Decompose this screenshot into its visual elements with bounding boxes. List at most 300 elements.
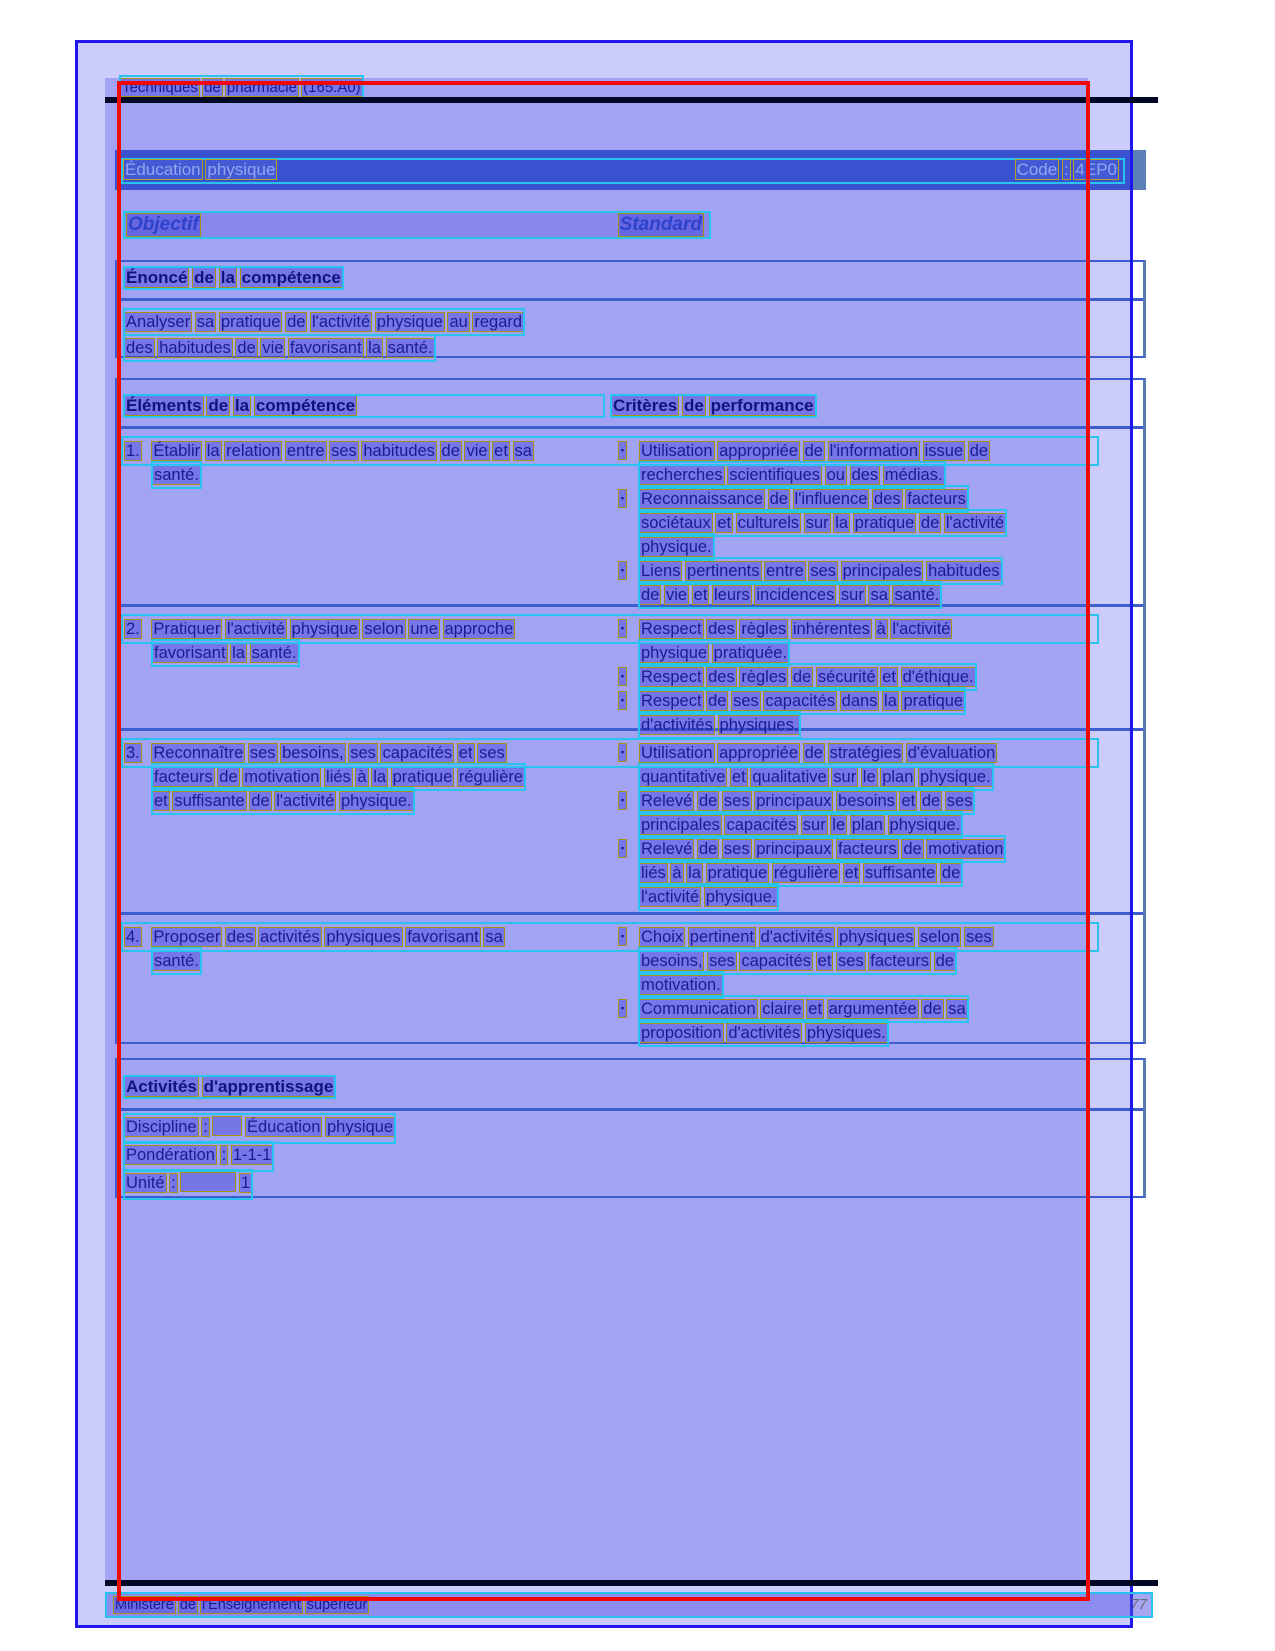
criteria-line — [640, 837, 1004, 861]
word-box: l'information — [829, 442, 919, 460]
word-box: physique. — [705, 888, 777, 906]
table-row — [117, 731, 1143, 915]
criteria-bullet — [619, 925, 993, 997]
word-box: des — [851, 466, 879, 484]
word-box: la — [232, 644, 245, 662]
criteria-line — [640, 765, 992, 789]
word-box: des — [708, 668, 735, 686]
criteria-bullet — [619, 617, 975, 665]
word-box: d'activités — [728, 1024, 801, 1042]
word-box: appropriée — [719, 442, 799, 460]
element-text-line — [153, 765, 524, 789]
table-header-criteres — [612, 396, 815, 416]
word-box: principales — [641, 816, 720, 834]
word-box: motivation — [244, 768, 320, 786]
word-box: supérieur — [306, 1597, 368, 1613]
word-box: des — [126, 339, 153, 357]
word-box: Respect — [641, 692, 702, 710]
criteria-lines — [640, 665, 975, 689]
objectif-label: Objectif — [128, 214, 199, 235]
word-box: ses — [838, 952, 864, 970]
word-box: pratique — [392, 768, 453, 786]
word-box: performance — [710, 396, 814, 415]
element-text-line — [125, 617, 514, 641]
word-box: qualitative — [752, 768, 827, 786]
table-row — [117, 915, 1143, 1041]
bullet-icon: ▪ — [619, 1000, 626, 1017]
word-box: liés — [326, 768, 351, 786]
word-box: sur — [833, 768, 857, 786]
word-box: la — [220, 268, 235, 287]
enonce-divider — [117, 298, 1143, 301]
word-box: de — [969, 442, 989, 460]
word-box: sécurité — [817, 668, 876, 686]
word-box: des — [226, 928, 254, 946]
word-box: favorisant — [407, 928, 479, 946]
criteria-line — [640, 665, 975, 689]
field-label: Unité — [126, 1174, 165, 1192]
word-box: vie — [466, 442, 488, 460]
word-box: l'Enseignement — [202, 1597, 301, 1613]
word-box: santé. — [387, 339, 433, 357]
enonce-heading — [125, 268, 342, 288]
word-box: principales — [842, 562, 922, 580]
word-box: et — [717, 514, 732, 532]
word-box: pratique — [707, 864, 768, 882]
word-box: la — [373, 768, 387, 786]
word-box: entre — [766, 562, 804, 580]
activites-heading — [125, 1077, 334, 1097]
bullet-icon: ▪ — [619, 442, 626, 459]
word-box: des — [708, 620, 735, 638]
word-box: facteurs — [907, 490, 966, 508]
word-box: recherches — [641, 466, 723, 484]
activites-divider — [117, 1108, 1143, 1111]
word-box: 4EP0 — [1075, 160, 1117, 179]
criteria-bullet — [619, 487, 1005, 559]
word-box: la — [835, 514, 849, 532]
word-box: Énoncé — [126, 268, 188, 287]
word-box: Ministère — [115, 1597, 174, 1613]
word-box: physique — [207, 160, 276, 179]
enonce-text — [125, 310, 523, 362]
word-box: habitudes — [159, 339, 231, 357]
word-box: pratique — [854, 514, 915, 532]
word-box: d'évaluation — [907, 744, 996, 762]
table-rows — [117, 429, 1143, 1041]
word-box: compétence — [241, 268, 341, 287]
word-box: de — [698, 840, 718, 858]
word-box: Relevé — [641, 792, 693, 810]
row-number: 3. — [126, 744, 140, 762]
word-box: la — [884, 692, 897, 710]
element-cell — [125, 439, 607, 487]
word-box: de — [641, 586, 660, 604]
word-box: principaux — [756, 840, 832, 858]
word-box: l'activité — [892, 620, 951, 638]
word-box: ses — [249, 744, 276, 762]
criteria-lines — [640, 689, 975, 737]
word-box: besoins, — [282, 744, 344, 762]
word-box: facteurs — [870, 952, 929, 970]
criteria-line — [640, 1021, 887, 1045]
word-box: Respect — [641, 668, 702, 686]
word-box: Reconnaissance — [641, 490, 763, 508]
word-box: besoins, — [641, 952, 703, 970]
bullet-icon: ▪ — [619, 668, 626, 685]
word-box: de — [684, 396, 704, 415]
word-box: Code — [1016, 160, 1058, 179]
word-box: Utilisation — [641, 442, 713, 460]
criteria-line — [640, 439, 989, 463]
word-box: règles — [741, 620, 787, 638]
word-box: et — [882, 668, 896, 686]
word-box: stratégies — [829, 744, 902, 762]
activites-field — [125, 1115, 394, 1142]
word-box: à — [357, 768, 367, 786]
element-text-line — [153, 641, 298, 665]
word-box: régulière — [458, 768, 524, 786]
word-box: pharmacie — [226, 79, 297, 96]
word-box: une — [410, 620, 438, 638]
word-box: principaux — [756, 792, 832, 810]
word-box: Activités — [126, 1077, 197, 1096]
word-box: physique — [641, 644, 708, 662]
word-box: de — [708, 692, 727, 710]
word-box: de — [923, 1000, 942, 1018]
word-box: ses — [723, 792, 750, 810]
field-value: physique — [326, 1118, 394, 1136]
word-box: favorisant — [154, 644, 226, 662]
word-box: incidences — [756, 586, 835, 604]
word-box: de — [237, 339, 256, 357]
word-box: motivation. — [641, 976, 721, 994]
word-box: de — [804, 442, 823, 460]
word-box: médias. — [884, 466, 943, 484]
word-box: Communication — [641, 1000, 756, 1018]
field-tab-box — [181, 1173, 235, 1191]
word-box: et — [732, 768, 746, 786]
word-box: pertinent — [689, 928, 754, 946]
field-value: 1 — [240, 1174, 251, 1192]
criteria-line — [640, 741, 996, 765]
word-box: santé. — [154, 952, 199, 970]
criteria-lines — [640, 559, 1005, 607]
word-box: et — [458, 744, 473, 762]
element-text-line — [153, 789, 413, 813]
word-box: de — [208, 396, 229, 415]
word-box: le — [832, 816, 846, 834]
footer-text — [114, 1594, 368, 1616]
word-box: regard — [474, 313, 523, 331]
word-box: selon — [364, 620, 404, 638]
word-box: physiques — [326, 928, 401, 946]
word-box: leurs — [714, 586, 750, 604]
word-box: plan — [882, 768, 914, 786]
word-box: Proposer — [153, 928, 221, 946]
criteria-line — [640, 535, 713, 559]
word-box: de — [792, 668, 812, 686]
word-box: la — [234, 396, 250, 415]
activites-field — [125, 1143, 272, 1170]
word-box: de — [219, 768, 238, 786]
word-box: sa — [948, 1000, 966, 1018]
word-box: et — [844, 864, 859, 882]
word-box: claire — [762, 1000, 802, 1018]
criteria-line — [640, 925, 993, 949]
criteria-line — [640, 689, 964, 713]
word-box: de — [920, 514, 940, 532]
word-box: habitudes — [928, 562, 1000, 580]
element-text-line — [153, 949, 200, 973]
word-box: l'activité — [641, 888, 700, 906]
word-box: ses — [733, 692, 759, 710]
criteria-lines — [640, 741, 1004, 789]
enonce-section — [115, 260, 1146, 358]
criteria-line — [640, 861, 961, 885]
word-box: physique — [376, 313, 443, 331]
word-box: la — [688, 864, 701, 882]
criteria-cell — [619, 741, 1004, 909]
banner-code — [1016, 158, 1118, 182]
footer — [105, 1592, 1153, 1618]
word-box: pratique — [220, 313, 281, 331]
word-box: sa — [870, 586, 888, 604]
word-box: de — [287, 313, 306, 331]
word-box: liés — [641, 864, 666, 882]
activites-fields — [125, 1115, 394, 1199]
objectif-standard-row — [123, 211, 711, 239]
bullet-icon: ▪ — [619, 744, 626, 761]
word-box: santé. — [894, 586, 940, 604]
field-label: : — [221, 1146, 227, 1164]
word-box: vie — [262, 339, 284, 357]
element-cell — [125, 741, 607, 813]
word-box: pratiquée. — [713, 644, 788, 662]
criteria-bullet — [619, 439, 1005, 487]
element-text-line — [125, 925, 504, 949]
criteria-line — [640, 885, 777, 909]
word-box: ou — [826, 466, 845, 484]
banner-title — [124, 158, 276, 182]
standard-label: Standard — [619, 214, 702, 235]
word-box: capacités — [382, 744, 453, 762]
word-box: ses — [479, 744, 505, 762]
criteria-lines — [640, 997, 993, 1045]
criteria-bullet — [619, 741, 1004, 789]
criteria-line — [640, 617, 951, 641]
element-text-line — [125, 439, 533, 463]
word-box: vie — [665, 586, 688, 604]
bullet-icon: ▪ — [619, 792, 626, 809]
bullet-icon: ▪ — [619, 840, 626, 857]
competence-table — [115, 378, 1146, 1044]
criteria-line — [640, 583, 940, 607]
word-box: régulière — [773, 864, 839, 882]
word-box: Respect — [641, 620, 702, 638]
row-number: 2. — [126, 620, 140, 638]
activites-section — [115, 1058, 1146, 1198]
element-text-line — [125, 741, 506, 765]
word-box: des — [874, 490, 901, 508]
criteria-bullet — [619, 689, 975, 737]
word-box: le — [862, 768, 876, 786]
word-box: de — [903, 840, 922, 858]
criteria-lines — [640, 439, 1005, 487]
word-box: physique. — [641, 538, 712, 556]
bullet-icon: ▪ — [619, 490, 626, 507]
word-box: ses — [946, 792, 973, 810]
word-box: de — [251, 792, 270, 810]
word-box: à — [672, 864, 682, 882]
criteria-lines — [640, 617, 975, 665]
bullet-icon: ▪ — [619, 620, 626, 637]
criteria-line — [640, 813, 961, 837]
word-box: santé. — [251, 644, 297, 662]
row-number: 1. — [126, 442, 140, 460]
criteria-bullet — [619, 997, 993, 1045]
criteria-cell — [619, 439, 1005, 607]
word-box: de — [698, 792, 718, 810]
word-box: culturels — [737, 514, 800, 532]
criteria-bullet — [619, 665, 975, 689]
word-box: Utilisation — [641, 744, 713, 762]
word-box: pertinents — [687, 562, 760, 580]
word-box: motivation — [928, 840, 1004, 858]
word-box: physique. — [341, 792, 412, 810]
word-box: Analyser — [126, 313, 191, 331]
activites-field — [125, 1171, 251, 1198]
word-box: quantitative — [641, 768, 726, 786]
word-box: facteurs — [154, 768, 213, 786]
bullet-icon: ▪ — [619, 928, 626, 945]
word-box: règles — [741, 668, 787, 686]
word-box: sur — [805, 514, 829, 532]
word-box: de — [441, 442, 460, 460]
field-value: 1-1-1 — [232, 1146, 272, 1164]
word-box: Reconnaître — [153, 744, 244, 762]
word-box: approche — [444, 620, 514, 638]
bullet-icon: ▪ — [619, 562, 626, 579]
field-value: Éducation — [246, 1118, 321, 1136]
word-box: ses — [966, 928, 992, 946]
criteria-line — [640, 973, 722, 997]
word-box: sur — [840, 586, 864, 604]
word-box: Critères — [613, 396, 678, 415]
word-box: issue — [924, 442, 964, 460]
word-box: d'éthique. — [902, 668, 974, 686]
criteria-cell — [619, 925, 993, 1045]
word-box: d'activités — [760, 928, 833, 946]
word-box: plan — [851, 816, 883, 834]
word-box: selon — [920, 928, 960, 946]
table-header-elements — [125, 396, 603, 416]
page-number: 77 — [1130, 1596, 1147, 1613]
word-box: et — [693, 586, 708, 604]
word-box: la — [206, 442, 220, 460]
word-box: sa — [514, 442, 532, 460]
word-box: de — [769, 490, 788, 508]
word-box: de — [941, 864, 961, 882]
word-box: Liens — [641, 562, 681, 580]
word-box: (165.A0) — [303, 79, 361, 96]
criteria-bullet — [619, 559, 1005, 607]
word-box: ses — [810, 562, 836, 580]
word-box: l'activité — [276, 792, 335, 810]
word-box: Établir — [153, 442, 201, 460]
field-label: Pondération — [126, 1146, 215, 1164]
word-box: et — [901, 792, 916, 810]
word-box: suffisante — [864, 864, 936, 882]
word-box: habitudes — [363, 442, 435, 460]
word-box: physiques. — [719, 716, 799, 734]
word-box: l'influence — [794, 490, 868, 508]
header-divider-line — [105, 97, 1158, 103]
word-box: ses — [331, 442, 357, 460]
word-box: scientifiques — [729, 466, 821, 484]
word-box: favorisant — [290, 339, 362, 357]
criteria-line — [640, 949, 955, 973]
word-box: ses — [723, 840, 750, 858]
banner — [115, 150, 1133, 190]
word-box: de — [194, 268, 214, 287]
criteria-lines — [640, 789, 1004, 837]
word-box: Éducation — [125, 160, 201, 179]
word-box: sa — [196, 313, 215, 331]
word-box: de — [804, 744, 823, 762]
word-box: la — [368, 339, 381, 357]
word-box: et — [808, 1000, 823, 1018]
word-box: inhérentes — [792, 620, 870, 638]
word-box: l'activité — [945, 514, 1005, 532]
word-box: besoins — [838, 792, 895, 810]
word-box: capacités — [741, 952, 812, 970]
word-box: l'activité — [312, 313, 371, 331]
word-box: compétence — [255, 396, 356, 415]
field-label: : — [203, 1118, 208, 1136]
word-box: Relevé — [641, 840, 693, 858]
word-box: sa — [485, 928, 503, 946]
word-box: au — [449, 313, 468, 331]
criteria-line — [640, 641, 788, 665]
word-box: capacités — [765, 692, 836, 710]
word-box: Pratiquer — [153, 620, 221, 638]
criteria-bullet — [619, 789, 1004, 837]
word-box: ses — [350, 744, 376, 762]
word-box: d'apprentissage — [203, 1077, 334, 1096]
word-box: physiques — [839, 928, 914, 946]
word-box: l'activité — [226, 620, 286, 638]
element-cell — [125, 617, 607, 665]
banner-tail-decoration — [1133, 150, 1146, 190]
word-box: pratique — [903, 692, 964, 710]
word-box: dans — [841, 692, 878, 710]
word-box: et — [494, 442, 508, 460]
word-box: physique. — [920, 768, 991, 786]
word-box: sur — [802, 816, 826, 834]
program-header — [121, 77, 362, 98]
word-box: de — [935, 952, 954, 970]
criteria-line — [640, 487, 967, 511]
word-box: de — [179, 1597, 196, 1613]
bullet-icon: ▪ — [619, 692, 626, 709]
criteria-lines — [640, 837, 1004, 909]
word-box: Techniques — [122, 79, 198, 96]
table-row — [117, 607, 1143, 734]
word-box: activités — [260, 928, 320, 946]
criteria-lines — [640, 487, 1005, 559]
table-row — [117, 429, 1143, 607]
